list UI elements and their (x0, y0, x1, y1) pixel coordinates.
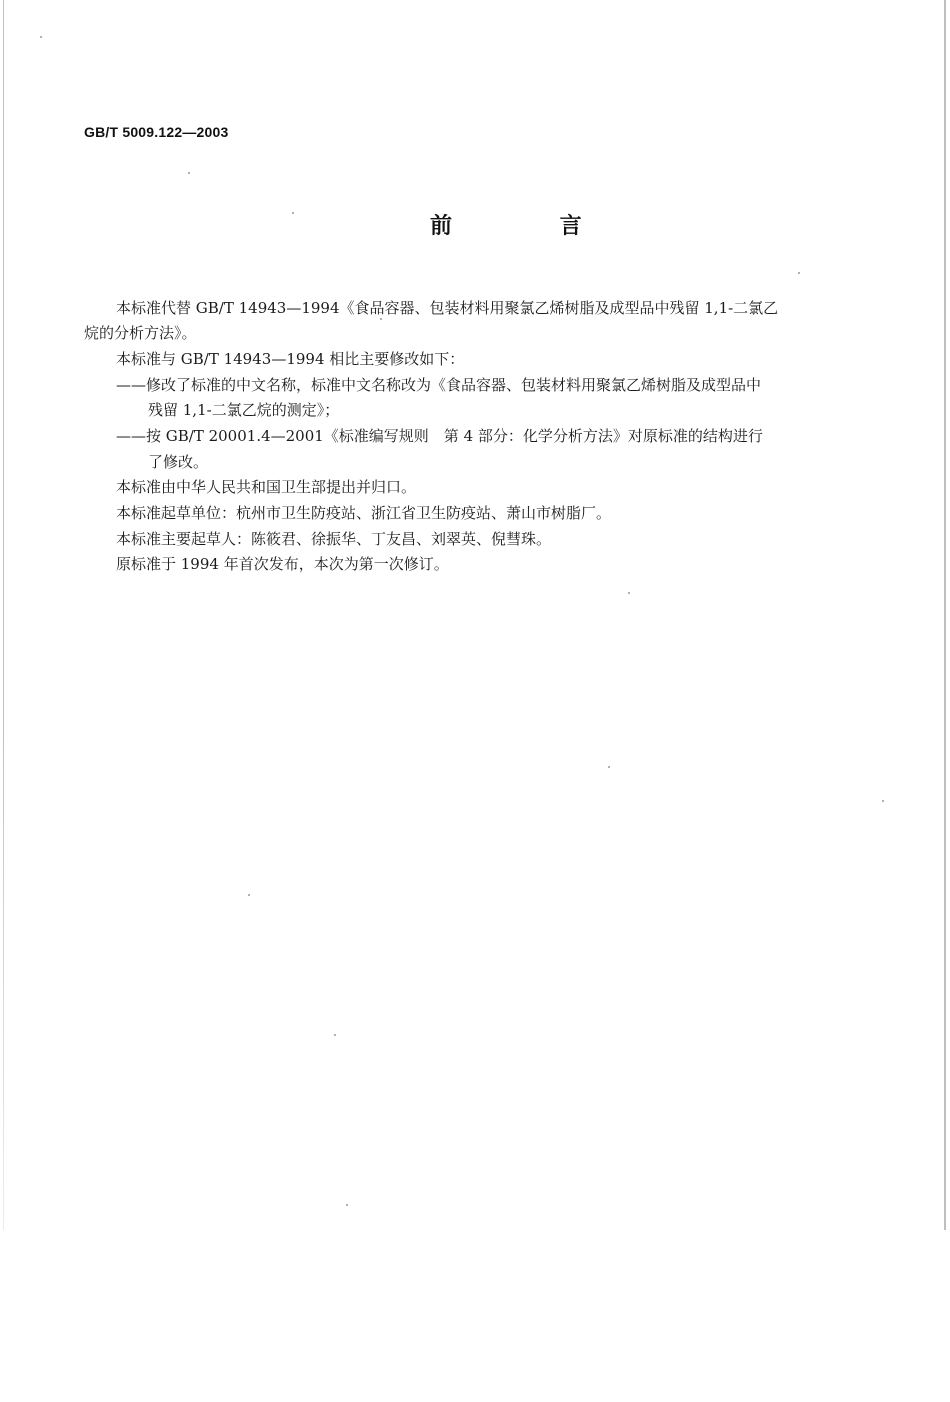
scan-speck (628, 592, 630, 594)
scan-edge-left (3, 0, 4, 1230)
paragraph-line: 烷的分析方法》。 (84, 324, 197, 342)
scan-speck (248, 894, 250, 896)
paragraph-line: 了修改。 (148, 453, 209, 471)
paragraph-line: 残留 1,1-二氯乙烷的测定》； (148, 401, 340, 419)
scan-speck (798, 272, 800, 274)
scan-edge-right (944, 0, 946, 1230)
paragraph-line: 原标准于 1994 年首次发布，本次为第一次修订。 (116, 555, 449, 573)
scan-speck (188, 172, 190, 174)
paragraph-line: 本标准主要起草人：陈筱君、徐振华、丁友昌、刘翠英、倪彗珠。 (116, 530, 552, 548)
paragraph-line: 本标准代替 GB/T 14943—1994《食品容器、包装材料用聚氯乙烯树脂及成型品中残留 1,1-二氯乙 (116, 299, 779, 317)
paragraph-line: ——修改了标准的中文名称，标准中文名称改为《食品容器、包装材料用聚氯乙烯树脂及成型品中 (116, 376, 762, 394)
page-title (380, 209, 632, 240)
paragraph-line: 本标准与 GB/T 14943—1994 相比主要修改如下： (116, 350, 465, 368)
scan-speck (40, 36, 42, 38)
scan-speck (882, 800, 884, 802)
scan-speck (380, 318, 382, 320)
standard-code: GB/T 5009.122—2003 (84, 124, 229, 140)
scan-speck (346, 1204, 348, 1206)
scan-speck (334, 1034, 336, 1036)
title-text: 前 言 (430, 214, 632, 239)
paragraph-line: 本标准起草单位：杭州市卫生防疫站、浙江省卫生防疫站、萧山市树脂厂。 (116, 504, 612, 522)
scan-speck (608, 766, 610, 768)
paragraph-line: ——按 GB/T 20001.4—2001《标准编写规则 第 4 部分：化学分析方法》对原标准的结构进行 (116, 427, 763, 445)
scan-speck (292, 212, 294, 214)
paragraph-line: 本标准由中华人民共和国卫生部提出并归口。 (116, 478, 417, 496)
